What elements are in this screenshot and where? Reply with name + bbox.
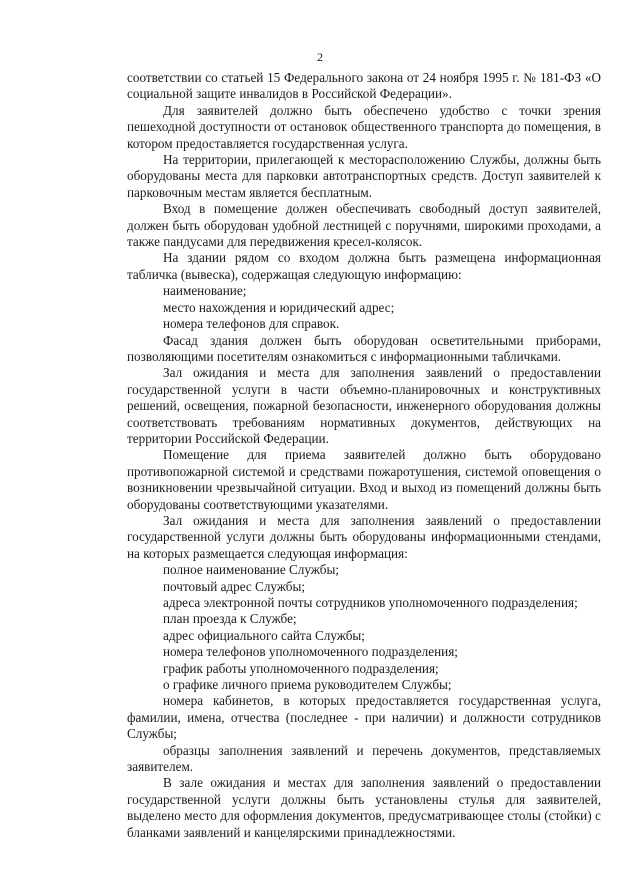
paragraph: образцы заполнения заявлений и перечень документов, представляемых заявителем. (127, 742, 601, 775)
paragraph: Вход в помещение должен обеспечивать свободный доступ заявителей, должен быть оборудован удобной лестницей с поручнями, широкими проходами, а также пандусами для передвижения кресел-колясок. (127, 201, 601, 250)
page-number: 2 (317, 50, 323, 64)
paragraph: Фасад здания должен быть оборудован осветительными приборами, позволяющими посетителям ознакомиться с информационными табличками. (127, 332, 601, 364)
list-item: адреса электронной почты сотрудников уполномоченного подразделения; (163, 595, 578, 610)
paragraph: номера кабинетов, в которых предоставляется государственная услуга, фамилии, имена, отчества (последнее - при наличии) и должности сотрудников Службы; (127, 693, 601, 742)
list-item: полное наименование Службы; (163, 562, 339, 578)
list-item: план проезда к Службе; (163, 611, 297, 627)
list-item: номера телефонов для справок. (163, 316, 340, 332)
list-item: график работы уполномоченного подразделения; (163, 660, 439, 676)
list-item: почтовый адрес Службы; (163, 578, 306, 594)
list-item: адрес официального сайта Службы; (163, 627, 365, 643)
list-item: наименование; (163, 283, 247, 299)
paragraph: Зал ожидания и места для заполнения заявлений о предоставлении государственной услуги должны быть оборудованы информационными стендами, на которых размещается следующая информация: (127, 512, 601, 561)
paragraph: соответствии со статьей 15 Федерального закона от 24 ноября 1995 г. № 181-ФЗ «О социальной защите инвалидов в Российской Федерации». (127, 70, 601, 102)
paragraph: На здании рядом со входом должна быть размещена информационная табличка (вывеска), содержащая следующую информацию: (127, 250, 601, 282)
list-item: место нахождения и юридический адрес; (163, 299, 395, 315)
paragraph: Для заявителей должно быть обеспечено удобство с точки зрения пешеходной доступности от остановок общественного транспорта до помещения, в котором предоставляется государственная услуга. (127, 102, 601, 151)
paragraph: На территории, прилегающей к месторасположению Службы, должны быть оборудованы места для парковки автотранспортных средств. Доступ заявителей к парковочным местам является бесплатным. (127, 152, 601, 200)
list-item: номера телефонов уполномоченного подразделения; (163, 644, 458, 660)
document-body (127, 70, 601, 841)
paragraph: В зале ожидания и местах для заполнения заявлений о предоставлении государственной услуги должны быть установлены стулья для заявителей, выделено место для оформления документов, предусматривающее столы (стойки) с бланками заявлений и канцелярскими принадлежностями. (127, 775, 601, 840)
list-item: о графике личного приема руководителем Службы; (163, 677, 452, 693)
paragraph: Помещение для приема заявителей должно быть оборудовано противопожарной системой и средствами пожаротушения, системой оповещения о возникновении чрезвычайной ситуации. Вход и выход из помещений должны быть оборудованы соответствующими указателями. (127, 447, 601, 512)
paragraph: Зал ожидания и места для заполнения заявлений о предоставлении государственной услуги в части объемно-планировочных и конструктивных решений, освещения, пожарной безопасности, инженерного оборудования должны соответствовать требованиям нормативных документов, действующих на территории Российской Федерации. (127, 365, 601, 446)
